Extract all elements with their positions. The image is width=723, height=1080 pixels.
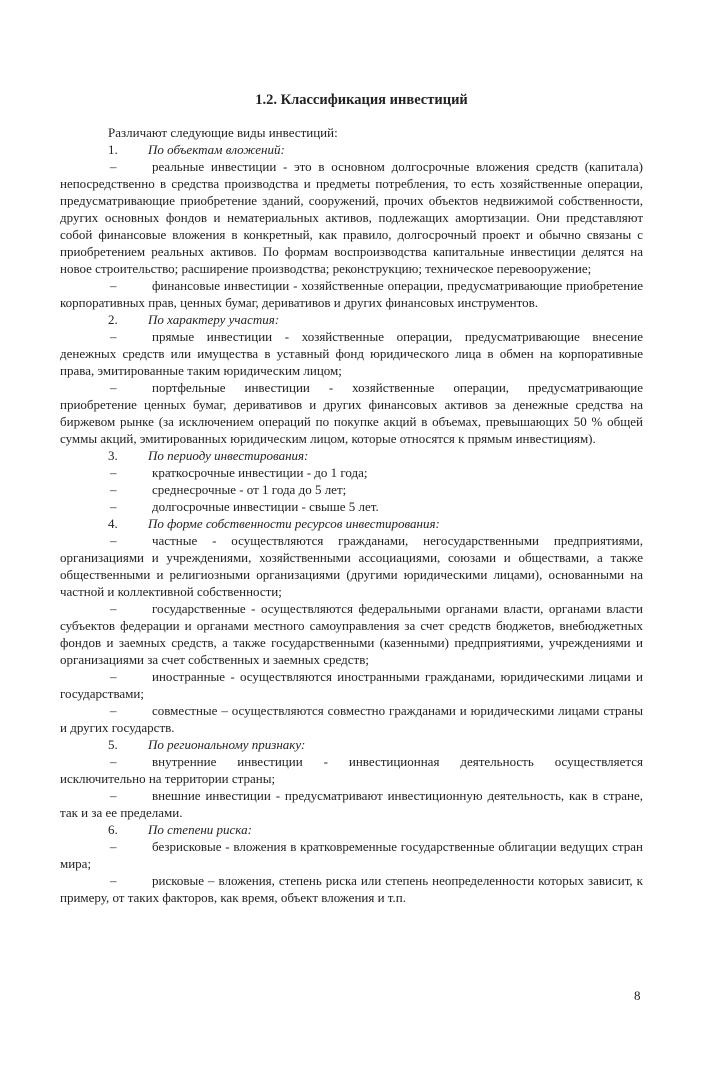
heading-label: По форме собственности ресурсов инвестирования:: [148, 516, 440, 531]
item-text: государственные - осуществляются федеральными органами власти, органами власти субъектов федерации и органами местного самоуправления за счет средств бюджетов, внебюджетных фондов и заемных средств, а также государственными (казенными) предприятиями, учреждениями и организациями за счет собственных и заемных средств;: [60, 601, 643, 667]
list-item: [60, 277, 643, 311]
dash-marker: –: [110, 754, 117, 769]
list-item: [60, 158, 643, 277]
dash-marker: –: [110, 839, 117, 854]
item-text: краткосрочные инвестиции - до 1 года;: [152, 465, 368, 480]
dash-marker: –: [110, 873, 117, 888]
item-text: рисковые – вложения, степень риска или степень неопределенности которых зависит, к примеру, от таких факторов, как время, объект вложения и т.п.: [60, 873, 643, 905]
item-text: среднесрочные - от 1 года до 5 лет;: [152, 482, 347, 497]
item-text: прямые инвестиции - хозяйственные операции, предусматривающие внесение денежных средств или имущества в уставный фонд юридического лица в обмен на корпоративные права, эмитированные таким юридическим лицом;: [60, 329, 643, 378]
heading-label: По характеру участия:: [148, 312, 280, 327]
dash-marker: –: [110, 329, 117, 344]
list-item: [60, 379, 643, 447]
dash-marker: –: [110, 278, 117, 293]
dash-marker: –: [110, 533, 117, 548]
list-item: [60, 753, 643, 787]
heading-number: 3.: [108, 448, 118, 463]
dash-marker: –: [110, 703, 117, 718]
classification-heading: [60, 141, 643, 158]
item-text: иностранные - осуществляются иностранными гражданами, юридическими лицами и государствами;: [60, 669, 643, 701]
heading-label: По объектам вложений:: [148, 142, 285, 157]
dash-marker: –: [110, 465, 117, 480]
item-text: финансовые инвестиции - хозяйственные операции, предусматривающие приобретение корпоративных прав, ценных бумаг, деривативов и других финансовых инструментов.: [60, 278, 643, 310]
heading-number: 6.: [108, 822, 118, 837]
list-item: [60, 702, 643, 736]
classification-heading: [60, 515, 643, 532]
dash-marker: –: [110, 669, 117, 684]
list-item: [60, 838, 643, 872]
item-text: совместные – осуществляются совместно гражданами и юридическими лицами страны и других государств.: [60, 703, 643, 735]
dash-marker: –: [110, 601, 117, 616]
heading-label: По периоду инвестирования:: [148, 448, 309, 463]
item-text: безрисковые - вложения в кратковременные государственные облигации ведущих стран мира;: [60, 839, 643, 871]
page-number: 8: [634, 988, 641, 1003]
heading-label: По региональному признаку:: [148, 737, 306, 752]
heading-number: 1.: [108, 142, 118, 157]
classification-heading: [60, 736, 643, 753]
list-item: [60, 498, 643, 515]
list-item: [60, 532, 643, 600]
dash-marker: –: [110, 159, 117, 174]
item-text: долгосрочные инвестиции - свыше 5 лет.: [152, 499, 379, 514]
item-text: портфельные инвестиции - хозяйственные операции, предусматривающие приобретение ценных бумаг, деривативов и других финансовых активов за денежные средства на биржевом рынке (за исключением операций по покупке акций в объемах, превышающих 50 % общей суммы акций, эмитированных юридическим лицом, которые относятся к прямым инвестициям).: [60, 380, 643, 446]
heading-label: По степени риска:: [148, 822, 252, 837]
dash-marker: –: [110, 380, 117, 395]
list-item: [60, 600, 643, 668]
dash-marker: –: [110, 788, 117, 803]
dash-marker: –: [110, 482, 117, 497]
list-item: [60, 328, 643, 379]
item-text: реальные инвестиции - это в основном долгосрочные вложения средств (капитала) непосредственно в средства производства и предметы потребления, то есть хозяйственные операции, предусматривающие приобретение зданий, сооружений, прочих объектов недвижимой собственности, других основных фондов и нематериальных активов, подлежащих амортизации. Они представляют собой финансовые вложения в конкретный, как правило, долгосрочный проект и обычно связаны с приобретением реальных активов. По формам воспроизводства капитальные инвестиции делятся на новое строительство; расширение производства; реконструкцию; техническое перевооружение;: [60, 159, 643, 276]
document-body: [60, 124, 643, 906]
list-item: [60, 481, 643, 498]
list-item: [60, 872, 643, 906]
item-text: внутренние инвестиции - инвестиционная деятельность осуществляется исключительно на территории страны;: [60, 754, 643, 786]
list-item: [60, 787, 643, 821]
heading-number: 5.: [108, 737, 118, 752]
heading-number: 4.: [108, 516, 118, 531]
dash-marker: –: [110, 499, 117, 514]
classification-heading: [60, 821, 643, 838]
list-item: [60, 668, 643, 702]
classification-heading: [60, 311, 643, 328]
intro-text: Различают следующие виды инвестиций:: [108, 125, 338, 140]
list-item: [60, 464, 643, 481]
section-title: 1.2. Классификация инвестиций: [255, 92, 468, 108]
item-text: внешние инвестиции - предусматривают инвестиционную деятельность, как в стране, так и за ее пределами.: [60, 788, 643, 820]
item-text: частные - осуществляются гражданами, негосударственными предприятиями, организациями и учреждениями, хозяйственными ассоциациями, союзами и обществами, а также общественными и религиозными организациями (другими юридическими лицами), основанными на частной и коллективной собственности;: [60, 533, 643, 599]
classification-heading: [60, 447, 643, 464]
heading-number: 2.: [108, 312, 118, 327]
